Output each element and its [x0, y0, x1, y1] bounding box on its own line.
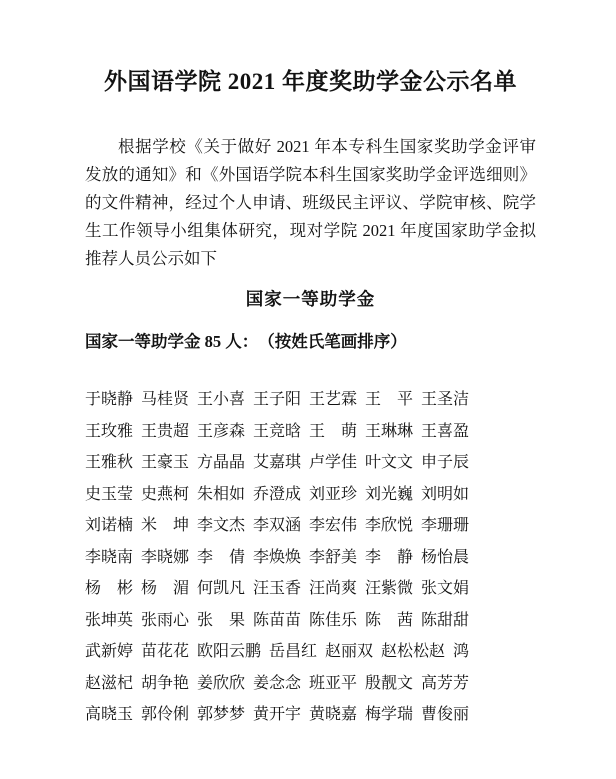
name-row: 高晓玉 郭伶俐 郭梦梦 黄开宇 黄晓嘉 梅学瑞 曹俊丽 [85, 706, 470, 723]
name-row: 于晓静 马桂贤 王小喜 王子阳 王艺霖 王 平 王圣洁 [85, 391, 470, 408]
intro-paragraph: 根据学校《关于做好 2021 年本专科生国家奖助学金评审发放的通知》和《外国语学院本科生国家奖助学金评选细则》的文件精神，经过个人申请、班级民主评议、学院审核、院学生工作领导小组集体研究，现对学院 2021 年度国家助学金拟推荐人员公示如下 [85, 137, 536, 268]
list-count-header: 国家一等助学金 85 人： （按姓氏笔画排序） [85, 332, 407, 351]
name-list [85, 384, 536, 731]
name-row: 张坤英 张雨心 张 果 陈苗苗 陈佳乐 陈 茜 陈甜甜 [85, 611, 470, 629]
name-row: 李晓南 李晓娜 李 倩 李焕焕 李舒美 李 静 杨怡晨 [85, 548, 470, 566]
name-row: 史玉莹 史燕柯 朱相如 乔澄成 刘亚珍 刘光巍 刘明如 [85, 485, 470, 503]
name-row: 刘诺楠 米 坤 李文杰 李双涵 李宏伟 李欣悦 李珊珊 [85, 517, 470, 534]
document-title: 外国语学院 2021 年度奖助学金公示名单 [104, 69, 517, 94]
section-heading-first-class-grant: 国家一等助学金 [245, 289, 376, 309]
name-row: 王玫雅 王贵超 王彦森 王竞晗 王 萌 王琳琳 王喜盈 [85, 422, 470, 440]
name-row: 王雅秋 王豪玉 方晶晶 艾嘉琪 卢学佳 叶文文 申子辰 [85, 454, 470, 471]
name-row: 赵滋杞 胡争艳 姜欣欣 姜念念 班亚平 殷靓文 高芳芳 [85, 674, 470, 692]
name-row: 武新婷 苗花花 欧阳云鹏 岳昌红 赵丽双 赵松松赵 鸿 [85, 643, 470, 660]
name-row: 杨 彬 杨 湄 何凯凡 汪玉香 汪尚爽 汪紫微 张文娟 [85, 580, 470, 597]
